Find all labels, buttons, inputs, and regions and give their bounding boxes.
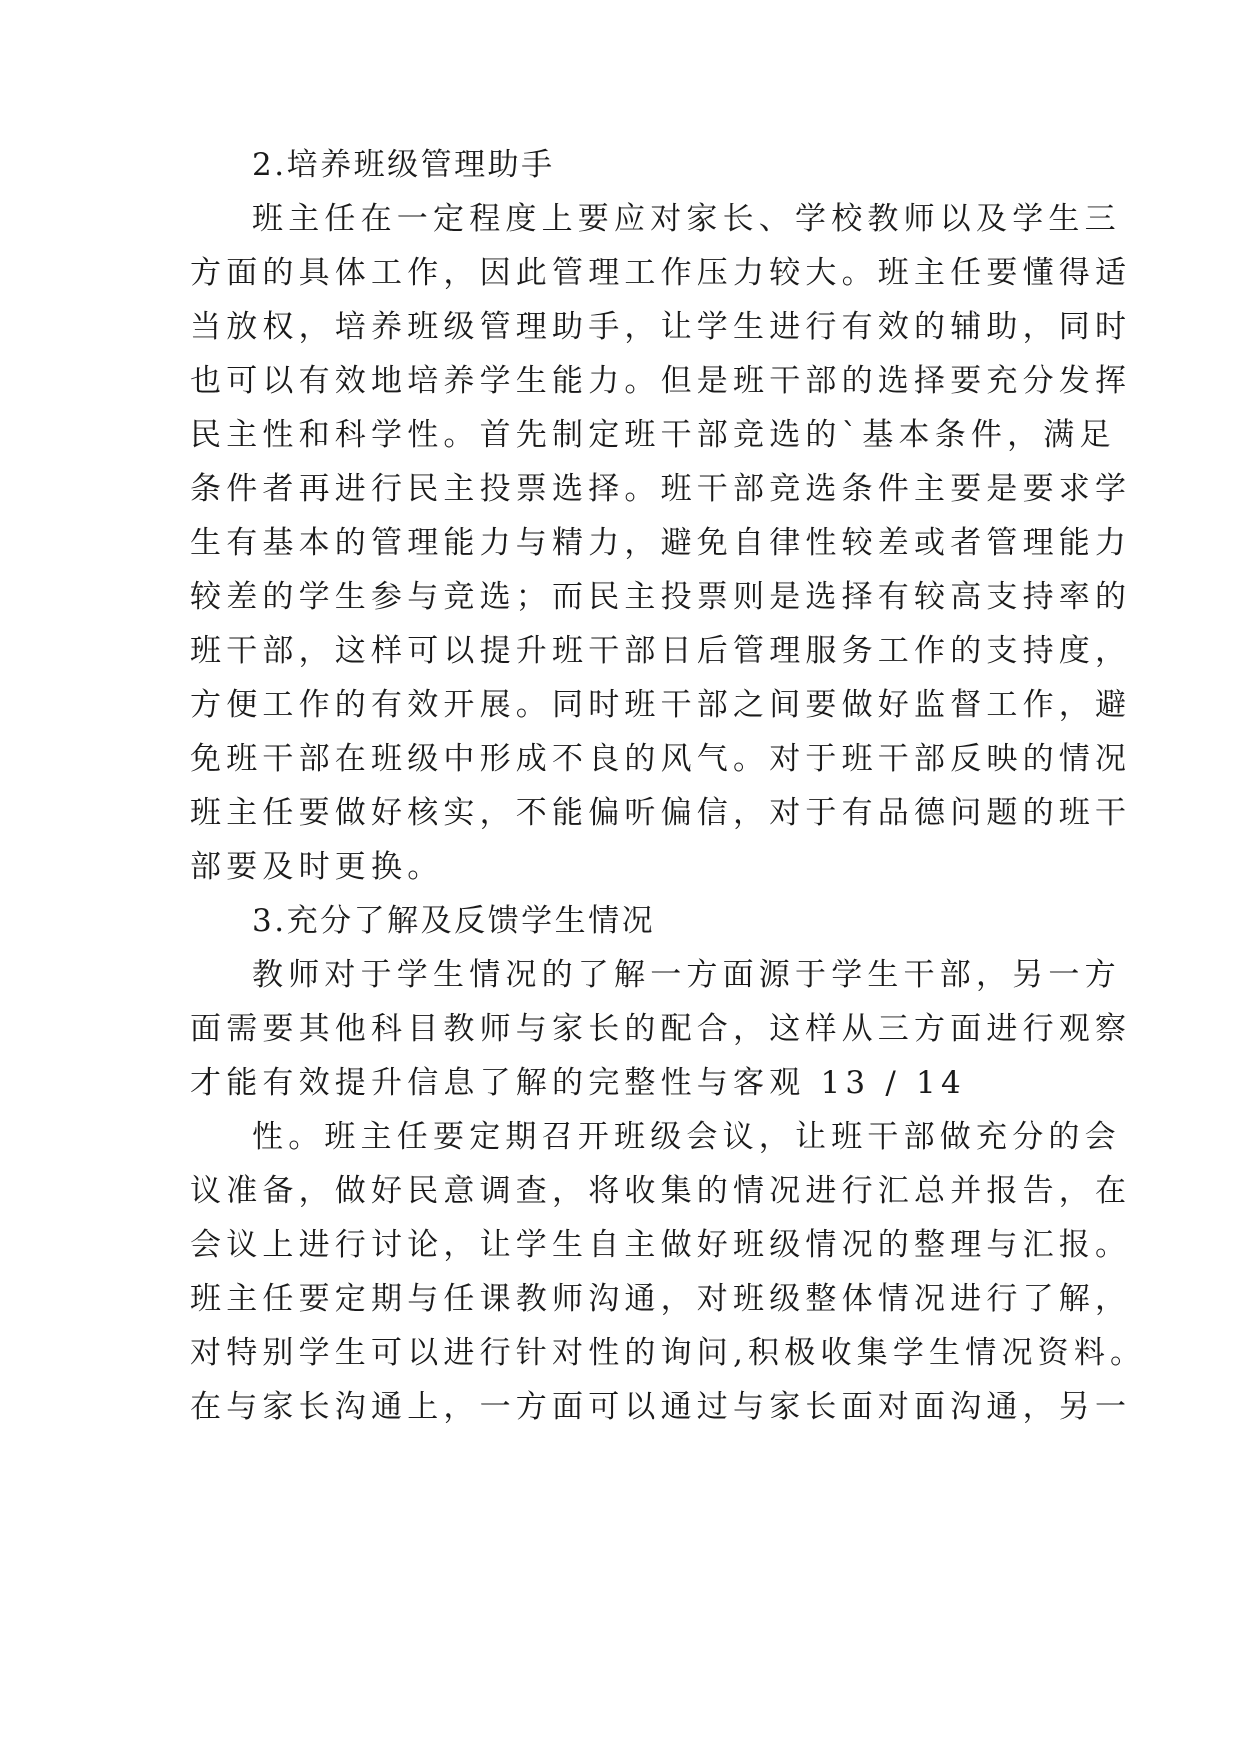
paragraph-line: 班主任在一定程度上要应对家长、学校教师以及学生三: [252, 201, 1121, 237]
paragraph-line: 较差的学生参与竞选；而民主投票则是选择有较高支持率的: [190, 579, 1132, 615]
section-2-heading: 2.培养班级管理助手: [252, 147, 555, 183]
paragraph-line: 免班干部在班级中形成不良的风气。对于班干部反映的情况: [190, 741, 1132, 777]
paragraph-line: 议准备，做好民意调查，将收集的情况进行汇总并报告，在: [190, 1173, 1132, 1209]
paragraph-line: 也可以有效地培养学生能力。但是班干部的选择要充分发挥: [190, 363, 1132, 399]
paragraph-line: 对特别学生可以进行针对性的询问,积极收集学生情况资料。: [190, 1335, 1147, 1371]
paragraph-line: 会议上进行讨论，让学生自主做好班级情况的整理与汇报。: [190, 1227, 1132, 1263]
paragraph-line: 班主任要做好核实，不能偏听偏信，对于有品德问题的班干: [190, 795, 1132, 831]
paragraph-line: 教师对于学生情况的了解一方面源于学生干部，另一方: [252, 957, 1121, 993]
paragraph-line: 面需要其他科目教师与家长的配合，这样从三方面进行观察: [190, 1011, 1132, 1047]
paragraph-line: 当放权，培养班级管理助手，让学生进行有效的辅助，同时: [190, 309, 1132, 345]
paragraph-line: 条件者再进行民主投票选择。班干部竞选条件主要是要求学: [190, 471, 1132, 507]
paragraph-line: 方便工作的有效开展。同时班干部之间要做好监督工作，避: [190, 687, 1132, 723]
paragraph-line: 生有基本的管理能力与精力，避免自律性较差或者管理能力: [190, 525, 1132, 561]
section-3-heading: 3.充分了解及反馈学生情况: [252, 903, 656, 939]
paragraph-line: 方面的具体工作，因此管理工作压力较大。班主任要懂得适: [190, 255, 1132, 291]
paragraph-line: 班主任要定期与任课教师沟通，对班级整体情况进行了解，: [190, 1281, 1132, 1317]
paragraph-line-with-page-number: 才能有效提升信息了解的完整性与客观 13 / 14: [190, 1065, 966, 1101]
paragraph-line: 在与家长沟通上，一方面可以通过与家长面对面沟通，另一: [190, 1389, 1132, 1425]
paragraph-line: 班干部，这样可以提升班干部日后管理服务工作的支持度，: [190, 633, 1132, 669]
paragraph-line: 性。班主任要定期召开班级会议，让班干部做充分的会: [252, 1119, 1121, 1155]
paragraph-line: 部要及时更换。: [190, 849, 444, 885]
paragraph-line: 民主性和科学性。首先制定班干部竞选的`基本条件，满足: [190, 417, 1116, 453]
